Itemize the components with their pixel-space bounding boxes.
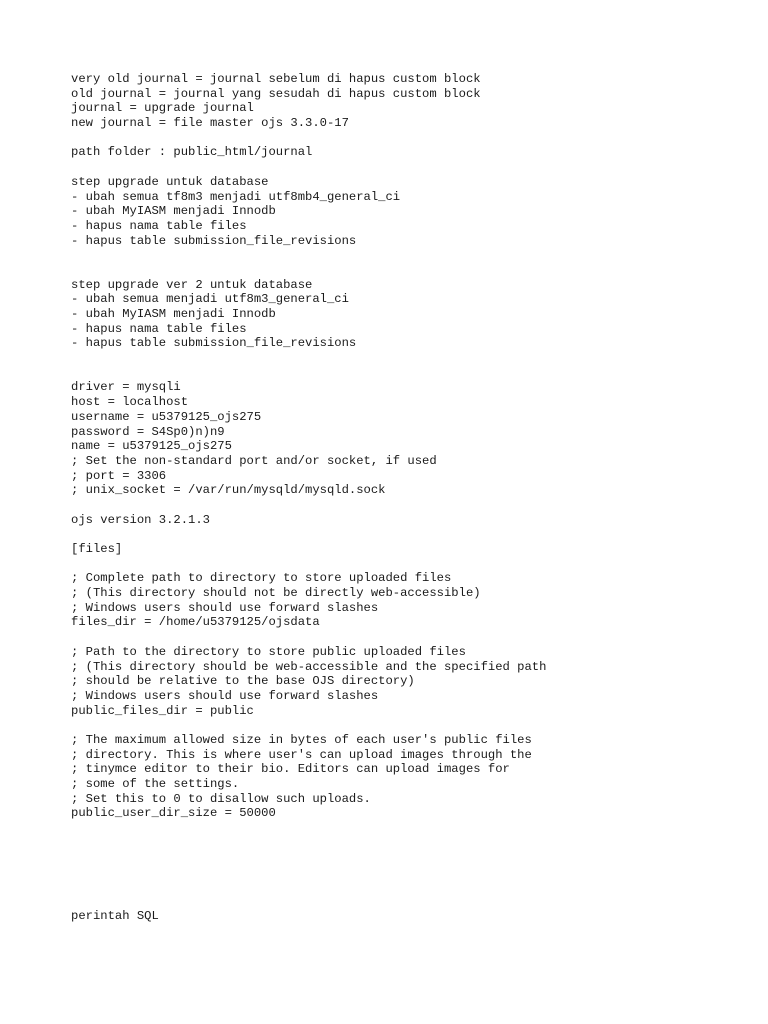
blank-line <box>71 498 751 513</box>
text-line: ; (This directory should not be directly web-accessible) <box>71 586 481 601</box>
text-line: - hapus nama table files <box>71 218 247 233</box>
blank-line <box>71 351 751 366</box>
text-line: driver = mysqli <box>71 380 181 395</box>
text-line: [files] <box>71 542 123 556</box>
text-line: ; directory. This is where user's can upload images through the <box>71 747 532 762</box>
blank-line <box>71 263 751 278</box>
text-line: name = u5379125_ojs275 <box>71 439 232 454</box>
text-line: password = S4Sp0)n)n9 <box>71 424 225 439</box>
footer-line: perintah SQL <box>71 909 159 924</box>
text-line: ; Path to the directory to store public uploaded files <box>71 644 466 659</box>
blank-line <box>71 160 751 175</box>
blank-line <box>71 630 751 645</box>
text-line: ; Windows users should use forward slashes <box>71 688 379 703</box>
blank-line <box>71 557 751 572</box>
text-line: journal = upgrade journal <box>71 101 254 116</box>
text-line: old journal = journal yang sesudah di hapus custom block <box>71 86 481 101</box>
text-line: host = localhost <box>71 395 189 410</box>
text-line: ; port = 3306 <box>71 468 167 483</box>
document-body <box>71 72 751 924</box>
text-line: path folder : public_html/journal <box>71 145 313 160</box>
text-line: ; Windows users should use forward slashes <box>71 600 379 615</box>
text-line: - hapus table submission_file_revisions <box>71 336 357 351</box>
text-line: ; Set this to 0 to disallow such uploads. <box>71 791 371 806</box>
text-line: - hapus table submission_file_revisions <box>71 233 357 248</box>
text-line: step upgrade untuk database <box>71 174 269 189</box>
blank-line <box>71 248 751 263</box>
text-blocks <box>71 72 751 821</box>
spacer <box>71 821 751 909</box>
text-line: - ubah semua menjadi utf8m3_general_ci <box>71 292 349 307</box>
text-line: ; (This directory should be web-accessible and the specified path <box>71 659 547 674</box>
text-line: - ubah MyIASM menjadi Innodb <box>71 307 276 321</box>
text-line: public_files_dir = public <box>71 703 254 718</box>
text-line: - ubah MyIASM menjadi Innodb <box>71 204 276 219</box>
text-line: - hapus nama table files <box>71 321 247 336</box>
text-line: ; Complete path to directory to store uploaded files <box>71 571 452 586</box>
text-line: ; unix_socket = /var/run/mysqld/mysqld.sock <box>71 483 386 498</box>
text-line: ; should be relative to the base OJS directory) <box>71 674 415 689</box>
text-line: ojs version 3.2.1.3 <box>71 512 210 527</box>
text-line: ; Set the non-standard port and/or socket, if used <box>71 453 437 468</box>
text-line: ; tinymce editor to their bio. Editors can upload images for <box>71 762 510 777</box>
text-line: username = u5379125_ojs275 <box>71 409 262 424</box>
text-line: - ubah semua tf8m3 menjadi utf8mb4_general_ci <box>71 189 401 204</box>
blank-line <box>71 131 751 146</box>
text-line: step upgrade ver 2 untuk database <box>71 277 313 292</box>
text-line: ; some of the settings. <box>71 777 240 791</box>
text-line: new journal = file master ojs 3.3.0-17 <box>71 116 349 131</box>
text-line: files_dir = /home/u5379125/ojsdata <box>71 615 320 630</box>
blank-line <box>71 718 751 733</box>
blank-line <box>71 527 751 542</box>
blank-line <box>71 366 751 381</box>
text-line: public_user_dir_size = 50000 <box>71 806 276 821</box>
text-line: very old journal = journal sebelum di hapus custom block <box>71 72 481 86</box>
text-line: ; The maximum allowed size in bytes of each user's public files <box>71 732 532 747</box>
